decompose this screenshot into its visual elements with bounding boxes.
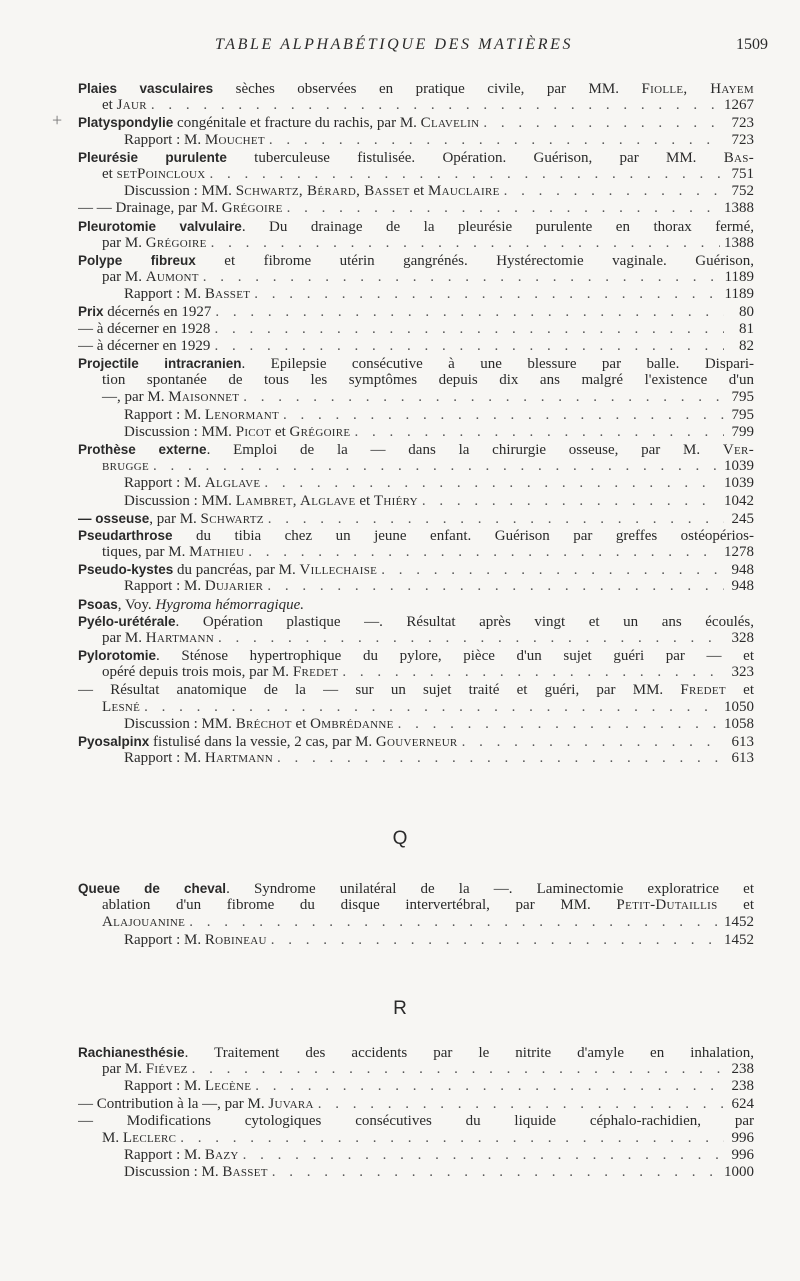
author-name: Dujarier — [204, 578, 264, 595]
entry-label — [78, 303, 211, 320]
author-name: Fredet — [292, 664, 339, 681]
entry-text: — — Drainage, par M. — [78, 200, 222, 217]
index-line — [78, 407, 754, 424]
index-line — [78, 321, 754, 338]
entry-text: du tibia chez un jeune enfant. Guérison par greffes ostéopérios- — [172, 527, 754, 544]
entry-text: Rapport : M. — [124, 750, 205, 767]
dot-leader — [243, 1147, 724, 1164]
entry-text: Discussion : M. — [124, 1164, 223, 1181]
entry-text: et — [409, 183, 428, 200]
entry-label — [102, 166, 206, 183]
dot-leader — [243, 389, 724, 406]
dot-leader — [483, 115, 724, 131]
section-letter-q: Q — [392, 828, 408, 849]
page-reference: 1452 — [724, 914, 754, 931]
index-line — [78, 149, 754, 166]
index-line — [78, 441, 754, 458]
entry-text: par M. — [102, 1061, 146, 1078]
dot-leader — [211, 235, 720, 252]
entry-label — [124, 286, 250, 303]
page-reference: 1267 — [724, 97, 754, 114]
entry-text: et — [725, 681, 754, 698]
entry-text: . Du drainage de la pleurésie purulente en thorax fermé, — [241, 218, 754, 235]
entry-label — [102, 1061, 188, 1078]
dot-leader — [267, 578, 724, 595]
entry-label — [78, 1096, 314, 1113]
entry-keyword: Rachianesthésie — [78, 1045, 185, 1060]
page-number: 1509 — [736, 36, 768, 53]
dot-leader — [283, 407, 724, 424]
dot-leader — [180, 1130, 724, 1147]
index-line — [78, 613, 754, 630]
author-name: Mauclaire — [427, 183, 500, 200]
author-name: Lenormant — [204, 406, 280, 423]
entry-keyword: Pyélo-urétérale — [78, 613, 176, 629]
index-line — [78, 682, 754, 699]
section-r-entries — [78, 1044, 754, 1182]
index-line — [78, 303, 754, 320]
author-name: Basset — [204, 286, 251, 303]
section-letter-r: R — [393, 998, 407, 1019]
section-q-entries — [78, 880, 754, 949]
page-reference: 751 — [731, 165, 754, 182]
index-line — [78, 372, 754, 389]
index-line — [78, 578, 754, 595]
entry-text: . Opération plastique —. Résultat après vingt et un ans écoulés, — [175, 613, 754, 630]
index-line — [78, 716, 754, 733]
index-line — [78, 286, 754, 303]
entry-text: . Emploi de la — dans la chirurgie osseuse, par M. — [206, 441, 723, 458]
entry-label — [102, 699, 140, 716]
margin-mark: + — [52, 110, 63, 130]
index-line — [78, 733, 754, 750]
entry-text: et — [102, 97, 117, 114]
page-reference: 80 — [739, 304, 754, 321]
author-name: Fredet — [680, 681, 726, 698]
dot-leader — [255, 1078, 724, 1095]
entry-label — [124, 475, 260, 492]
author-name: Bréchot — [235, 715, 292, 732]
page-reference: 1278 — [724, 544, 754, 561]
author-name: Lesné — [102, 698, 141, 715]
entry-keyword: Pleurotomie valvulaire — [78, 218, 242, 234]
entry-label — [124, 1147, 239, 1164]
page-reference: 245 — [731, 510, 754, 527]
author-name: Poincloux — [137, 165, 206, 182]
page-reference: 795 — [731, 406, 754, 423]
entry-label — [124, 750, 273, 767]
author-name: Alajouanine — [102, 914, 186, 931]
entry-keyword: Plaies vasculaires — [78, 81, 214, 96]
entry-keyword: Projectile intracranien — [78, 356, 242, 371]
dot-leader — [354, 424, 724, 441]
entry-text: et fibrome utérin gangrénés. Hystérectomie vaginale. Guérison, — [195, 252, 754, 269]
index-line — [78, 1147, 754, 1164]
entry-text: décernés en 1927 — [103, 304, 212, 321]
author-name: Leclerc — [122, 1129, 177, 1146]
entry-label — [124, 1164, 268, 1181]
entry-keyword: Pseudo-kystes — [78, 562, 174, 578]
entry-text: Discussion : MM. — [124, 183, 236, 200]
entry-label — [102, 664, 338, 681]
page-reference: 1039 — [724, 458, 754, 475]
entry-keyword: Psoas — [78, 596, 118, 612]
entry-keyword: Pylorotomie — [78, 648, 157, 664]
entry-text: Rapport : M. — [124, 131, 205, 148]
page-reference: 799 — [731, 423, 754, 440]
index-line — [78, 1078, 754, 1095]
index-line — [78, 1113, 754, 1130]
entry-label — [102, 269, 199, 286]
index-line — [78, 544, 754, 561]
entry-text: — Modifications cytologiques consécutives du liquide céphalo-rachidien, par — [78, 1112, 754, 1129]
entry-text: ablation d'un fibrome du disque intervertébral, par MM. — [102, 897, 617, 914]
entry-keyword: Platyspondylie — [78, 115, 174, 131]
index-line — [78, 699, 754, 716]
dot-leader — [381, 562, 724, 578]
page-reference: 624 — [731, 1095, 754, 1112]
entry-text: sèches observées en pratique civile, par MM. — [213, 81, 642, 97]
dot-leader — [287, 200, 720, 217]
index-line — [78, 493, 754, 510]
page-reference: 948 — [731, 578, 754, 595]
entry-label — [124, 424, 350, 441]
index-line — [78, 914, 754, 931]
entry-text: par M. — [102, 269, 146, 286]
page-header — [0, 36, 800, 58]
author-name: Alglave — [204, 475, 261, 492]
dot-leader — [269, 132, 724, 149]
dot-leader — [264, 475, 720, 492]
index-line — [78, 932, 754, 949]
entry-text: . Epilepsie consécutive à une blessure par balle. Dispari- — [241, 356, 754, 372]
entry-text: congénitale et fracture du rachis, par M. — [173, 115, 421, 132]
author-name: set — [116, 165, 138, 182]
author-name: Lecène — [204, 1078, 252, 1095]
index-line — [78, 897, 754, 914]
entry-label — [102, 914, 185, 931]
entry-label — [124, 932, 267, 949]
entry-label — [102, 458, 149, 475]
entry-keyword: — osseuse — [78, 510, 150, 526]
entry-text: . Sténose hypertrophique du pylore, pièce d'un sujet guéri par — et — [156, 648, 754, 665]
entry-text: et — [102, 165, 117, 182]
index-line — [78, 664, 754, 681]
dot-leader — [271, 932, 720, 949]
page-reference: 723 — [731, 115, 754, 132]
page-reference: 996 — [731, 1129, 754, 1146]
entry-text: opéré depuis trois mois, par M. — [102, 664, 293, 681]
entry-keyword: Pleurésie purulente — [78, 149, 227, 165]
entry-label — [124, 578, 263, 595]
page-reference: 328 — [731, 630, 754, 646]
entry-keyword: Prix — [78, 304, 104, 320]
dot-leader — [272, 1164, 720, 1181]
index-line — [78, 880, 754, 897]
entry-label — [78, 338, 210, 355]
author-name: Robineau — [204, 931, 267, 948]
entry-label — [124, 183, 500, 200]
entry-label — [102, 97, 147, 114]
index-line — [78, 458, 754, 475]
index-line — [78, 166, 754, 183]
index-line — [78, 1130, 754, 1147]
index-line — [78, 1096, 754, 1113]
entry-text: et — [271, 423, 290, 440]
dot-leader — [151, 97, 720, 114]
index-line — [78, 527, 754, 544]
dot-leader — [342, 664, 724, 681]
entry-label — [78, 200, 283, 217]
author-name: Villechaise — [299, 562, 378, 579]
entry-keyword: Prothèse externe — [78, 441, 207, 457]
index-line — [78, 200, 754, 217]
entry-label — [124, 1078, 251, 1095]
author-name: Basset — [222, 1164, 268, 1181]
dot-leader — [153, 458, 720, 475]
entry-keyword: Queue de cheval — [78, 881, 227, 896]
page-reference: 1189 — [724, 269, 754, 286]
entry-text: , Voy. — [117, 596, 156, 613]
entry-text: Rapport : M. — [124, 406, 205, 423]
entry-label — [124, 132, 265, 149]
index-line — [78, 235, 754, 252]
author-name: Juvara — [268, 1095, 314, 1112]
author-name: Picot — [235, 423, 272, 440]
entry-label — [102, 544, 244, 561]
dot-leader — [254, 286, 720, 303]
entry-text: tion spontanée de tous les symptômes depuis dix ans malgré l'existence d'un — [102, 372, 754, 389]
dot-leader — [192, 1061, 724, 1078]
entry-text: du pancréas, par M. — [173, 562, 300, 579]
author-name: Hartmann — [145, 630, 214, 646]
entry-text: et — [717, 897, 754, 914]
author-name: Fiévez — [145, 1061, 188, 1078]
dot-leader — [277, 750, 724, 767]
author-name: Schwartz, Bérard, Basset — [235, 183, 410, 200]
entry-text: par M. — [102, 630, 146, 646]
author-name: Thiéry — [373, 492, 418, 509]
author-name: Ver- — [722, 441, 754, 458]
page-reference: 1058 — [724, 715, 754, 732]
author-name: Aumont — [145, 269, 199, 286]
entry-text: . Traitement des accidents par le nitrite d'amyle en inhalation, — [184, 1045, 754, 1061]
author-name: Lambret, Alglave — [235, 492, 356, 509]
author-name: Clavelin — [420, 115, 480, 132]
index-line — [78, 630, 754, 647]
entry-label — [102, 235, 207, 252]
entry-text: Rapport : M. — [124, 475, 205, 492]
page-reference: 238 — [731, 1078, 754, 1095]
dot-leader — [218, 630, 724, 647]
entry-keyword: Pyosalpinx — [78, 734, 150, 750]
entry-text: — Résultat anatomique de la — sur un sujet traité et guéri, par MM. — [78, 681, 681, 698]
entry-text: tiques, par M. — [102, 544, 190, 561]
page-reference: 948 — [731, 562, 754, 579]
dot-leader — [398, 716, 720, 733]
author-name: Jaur — [116, 97, 147, 114]
page-reference: 1039 — [724, 475, 754, 492]
entry-text: —, par M. — [102, 389, 169, 406]
cross-reference: Hygroma hémorragique. — [155, 596, 305, 613]
page-reference: 238 — [731, 1061, 754, 1078]
entry-text: Discussion : MM. — [124, 492, 236, 509]
index-line — [78, 338, 754, 355]
entry-text: par M. — [102, 234, 146, 251]
index-line — [78, 80, 754, 97]
page-reference: 1452 — [724, 931, 754, 948]
index-line — [78, 97, 754, 114]
dot-leader — [214, 321, 724, 338]
entry-text: Discussion : MM. — [124, 715, 236, 732]
dot-leader — [215, 304, 724, 320]
page-reference: 723 — [731, 131, 754, 148]
dot-leader — [504, 183, 724, 200]
author-name: Grégoire — [145, 234, 207, 251]
page-reference: 81 — [739, 320, 754, 337]
author-name: Schwartz — [200, 510, 264, 527]
page-reference: 82 — [739, 337, 754, 354]
entry-keyword: Pseudarthrose — [78, 527, 173, 543]
dot-leader — [462, 734, 724, 750]
index-line — [78, 561, 754, 578]
entry-label — [78, 321, 210, 338]
page-reference: 613 — [731, 734, 754, 751]
page-reference: 1189 — [724, 286, 754, 303]
author-name: Bas- — [723, 149, 754, 166]
author-name: Grégoire — [289, 423, 351, 440]
page-reference: 795 — [731, 389, 754, 406]
page-reference: 613 — [731, 750, 754, 767]
page-reference: 1388 — [724, 234, 754, 251]
index-line — [78, 252, 754, 269]
entry-text: Rapport : M. — [124, 578, 205, 595]
author-name: Mouchet — [204, 131, 265, 148]
index-line — [78, 269, 754, 286]
author-name: Maisonnet — [168, 389, 240, 406]
entry-text: — à décerner en 1928 — [78, 320, 211, 337]
dot-leader — [422, 493, 720, 510]
index-line — [78, 114, 754, 131]
dot-leader — [203, 269, 721, 286]
page-reference: 1050 — [724, 698, 754, 715]
page-reference: 323 — [731, 664, 754, 681]
author-name: Hartmann — [204, 750, 274, 767]
entry-text: Rapport : M. — [124, 286, 205, 303]
entry-text: et — [355, 492, 374, 509]
author-name: Bazy — [204, 1147, 239, 1164]
dot-leader — [144, 699, 720, 716]
entry-label — [78, 510, 264, 527]
entry-text: Rapport : M. — [124, 1147, 205, 1164]
entry-label — [124, 493, 418, 510]
dot-leader — [189, 914, 720, 931]
index-line — [78, 647, 754, 664]
entry-label — [78, 114, 479, 131]
index-line — [78, 510, 754, 527]
entry-label — [124, 407, 279, 424]
author-name: brugge — [102, 458, 150, 475]
author-name: Mathieu — [189, 544, 245, 561]
page-reference: 752 — [731, 183, 754, 200]
entry-text: Rapport : M. — [124, 1078, 205, 1095]
index-line — [78, 355, 754, 372]
page-reference: 996 — [731, 1147, 754, 1164]
index-line — [78, 183, 754, 200]
page-reference: 1388 — [724, 200, 754, 217]
index-line — [78, 1164, 754, 1181]
author-name: Ombrédanne — [310, 715, 394, 732]
index-line — [78, 389, 754, 406]
entry-text: et — [291, 715, 311, 732]
index-line — [78, 1061, 754, 1078]
index-line — [78, 750, 754, 767]
entry-text: — à décerner en 1929 — [78, 337, 211, 354]
index-line — [78, 475, 754, 492]
section-p-entries — [78, 80, 754, 768]
dot-leader — [268, 511, 724, 527]
page-reference: 1000 — [724, 1164, 754, 1181]
index-line — [78, 132, 754, 149]
entry-keyword: Polype fibreux — [78, 252, 196, 268]
index-line — [78, 424, 754, 441]
index-line — [78, 596, 754, 613]
author-name: Petit-Dutaillis — [616, 897, 718, 914]
page-reference: 1042 — [724, 492, 754, 509]
entry-text: — Contribution à la —, par M. — [78, 1095, 269, 1112]
running-title: TABLE ALPHABÉTIQUE DES MATIÈRES — [215, 36, 574, 53]
index-line — [78, 1044, 754, 1061]
author-name: Fiolle, Hayem — [641, 81, 754, 97]
dot-leader — [318, 1096, 724, 1113]
entry-label — [78, 733, 458, 750]
index-line — [78, 218, 754, 235]
dot-leader — [210, 166, 724, 183]
entry-text: M. — [102, 1129, 123, 1146]
entry-label — [124, 716, 394, 733]
entry-label — [102, 1130, 176, 1147]
entry-text: fistulisé dans la vessie, 2 cas, par M. — [149, 734, 376, 751]
entry-text: . Syndrome unilatéral de la —. Laminectomie exploratrice et — [226, 881, 754, 897]
entry-label — [102, 630, 214, 647]
dot-leader — [214, 338, 724, 355]
dot-leader — [248, 544, 720, 561]
entry-label — [102, 389, 239, 406]
author-name: Gouverneur — [375, 734, 458, 751]
entry-text: Rapport : M. — [124, 931, 205, 948]
entry-text: , par M. — [149, 510, 201, 527]
entry-text: tuberculeuse fistulisée. Opération. Guérison, par MM. — [226, 149, 724, 166]
entry-label — [78, 561, 377, 578]
entry-text: Discussion : MM. — [124, 423, 236, 440]
author-name: Grégoire — [221, 200, 283, 217]
